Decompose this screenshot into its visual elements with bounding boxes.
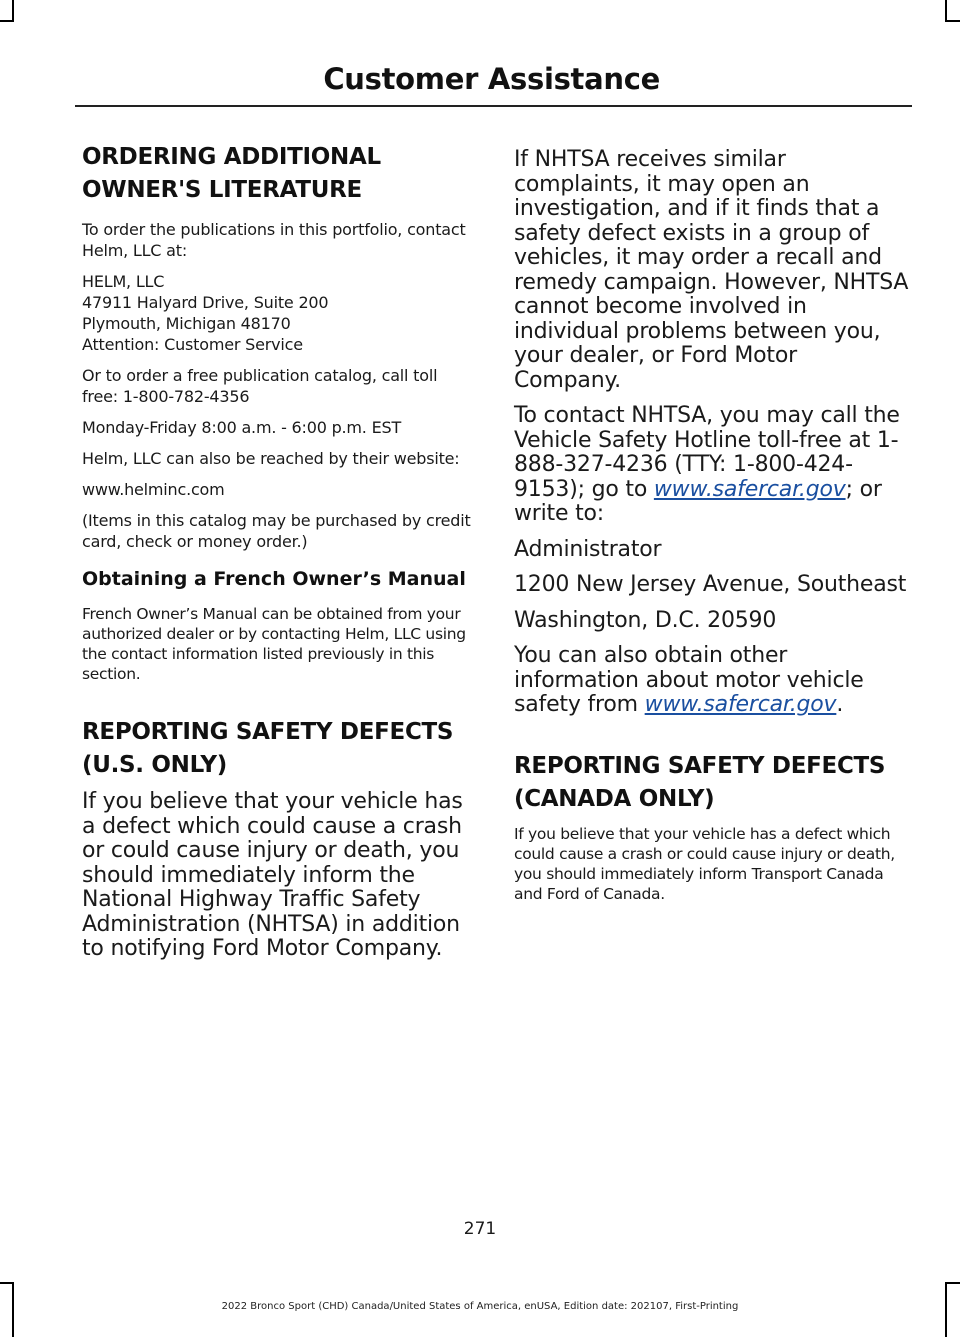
section-heading-ordering bbox=[82, 143, 477, 205]
crop-mark bbox=[945, 1282, 960, 1284]
catalog-paragraph: Or to order a free publication catalog, call toll free: 1-800-782-4356 bbox=[82, 366, 438, 406]
street-line: 1200 New Jersey Avenue, Southeast bbox=[514, 572, 907, 597]
contact-paragraph bbox=[514, 404, 910, 527]
crop-mark bbox=[945, 0, 947, 22]
admin-line: Administrator bbox=[514, 536, 662, 562]
contact-text: ; or write to: bbox=[514, 476, 882, 526]
canada-paragraph: If you believe that your vehicle has a defect which could cause a crash or could cause injury or death, you should immediately inform Transport Canada and Ford of Canada. bbox=[514, 824, 895, 903]
order-paragraph: To order the publications in this portfolio, contact Helm, LLC at: bbox=[82, 220, 466, 260]
left-column bbox=[82, 143, 477, 973]
crop-mark bbox=[0, 1282, 14, 1284]
safercar-link[interactable]: www.safercar.gov bbox=[653, 476, 846, 502]
crop-mark bbox=[12, 0, 14, 22]
safercar-link[interactable]: www.safercar.gov bbox=[644, 692, 837, 717]
french-paragraph: French Owner’s Manual can be obtained from your authorized dealer or by contacting Helm, LLC using the contact information listed previously in this section. bbox=[82, 605, 466, 683]
address-line: 47911 Halyard Drive, Suite 200 bbox=[82, 293, 329, 312]
subheading-french-manual: Obtaining a French Owner’s Manual bbox=[82, 568, 466, 590]
section-heading-us bbox=[82, 718, 477, 780]
address-line: HELM, LLC bbox=[82, 272, 165, 291]
heading-line: OWNER'S LITERATURE bbox=[82, 177, 362, 203]
address-line: Plymouth, Michigan 48170 bbox=[82, 314, 291, 333]
address-line: Attention: Customer Service bbox=[82, 335, 303, 354]
edition-note: 2022 Bronco Sport (CHD) Canada/United States of America, enUSA, Edition date: 202107, First-Printing bbox=[221, 1301, 739, 1312]
website-address: www.helminc.com bbox=[82, 480, 225, 499]
right-column bbox=[514, 143, 910, 914]
page-title: Customer Assistance bbox=[323, 62, 660, 96]
heading-line: REPORTING SAFETY DEFECTS bbox=[82, 719, 454, 745]
heading-line: REPORTING SAFETY DEFECTS bbox=[514, 752, 886, 779]
header-divider bbox=[75, 105, 912, 107]
other-info-text: You can also obtain other information about motor vehicle safety from bbox=[514, 643, 864, 717]
crop-mark bbox=[945, 20, 960, 22]
crop-mark bbox=[0, 20, 14, 22]
heading-line: ORDERING ADDITIONAL bbox=[82, 144, 381, 170]
other-info-paragraph bbox=[514, 644, 910, 718]
contact-text: To contact NHTSA, you may call the Vehicle Safety Hotline toll-free at 1-888-327-4236 (TTY: 1-800-424-9153); go to bbox=[514, 403, 900, 502]
other-info-text: . bbox=[836, 692, 844, 717]
heading-line: (U.S. ONLY) bbox=[82, 752, 227, 778]
city-line: Washington, D.C. 20590 bbox=[514, 607, 777, 633]
items-paragraph: (Items in this catalog may be purchased by credit card, check or money order.) bbox=[82, 511, 471, 551]
website-intro: Helm, LLC can also be reached by their website: bbox=[82, 449, 460, 468]
hours-paragraph: Monday-Friday 8:00 a.m. - 6:00 p.m. EST bbox=[82, 418, 402, 437]
nhtsa-paragraph: If NHTSA receives similar complaints, it may open an investigation, and if it finds that a safety defect exists in a group of vehicles, it may order a recall and remedy campaign. However, NHTSA cannot become involved in individual problems between you, your dealer, or Ford Motor Company. bbox=[514, 147, 909, 393]
us-paragraph: If you believe that your vehicle has a defect which could cause a crash or could cause injury or death, you should immediately inform the National Highway Traffic Safety Administration (NHTSA) in addition to notifying Ford Motor Company. bbox=[82, 789, 463, 961]
page-number: 271 bbox=[463, 1219, 497, 1239]
section-heading-canada bbox=[514, 752, 910, 814]
heading-line: (CANADA ONLY) bbox=[514, 785, 715, 812]
helm-address bbox=[82, 271, 477, 355]
